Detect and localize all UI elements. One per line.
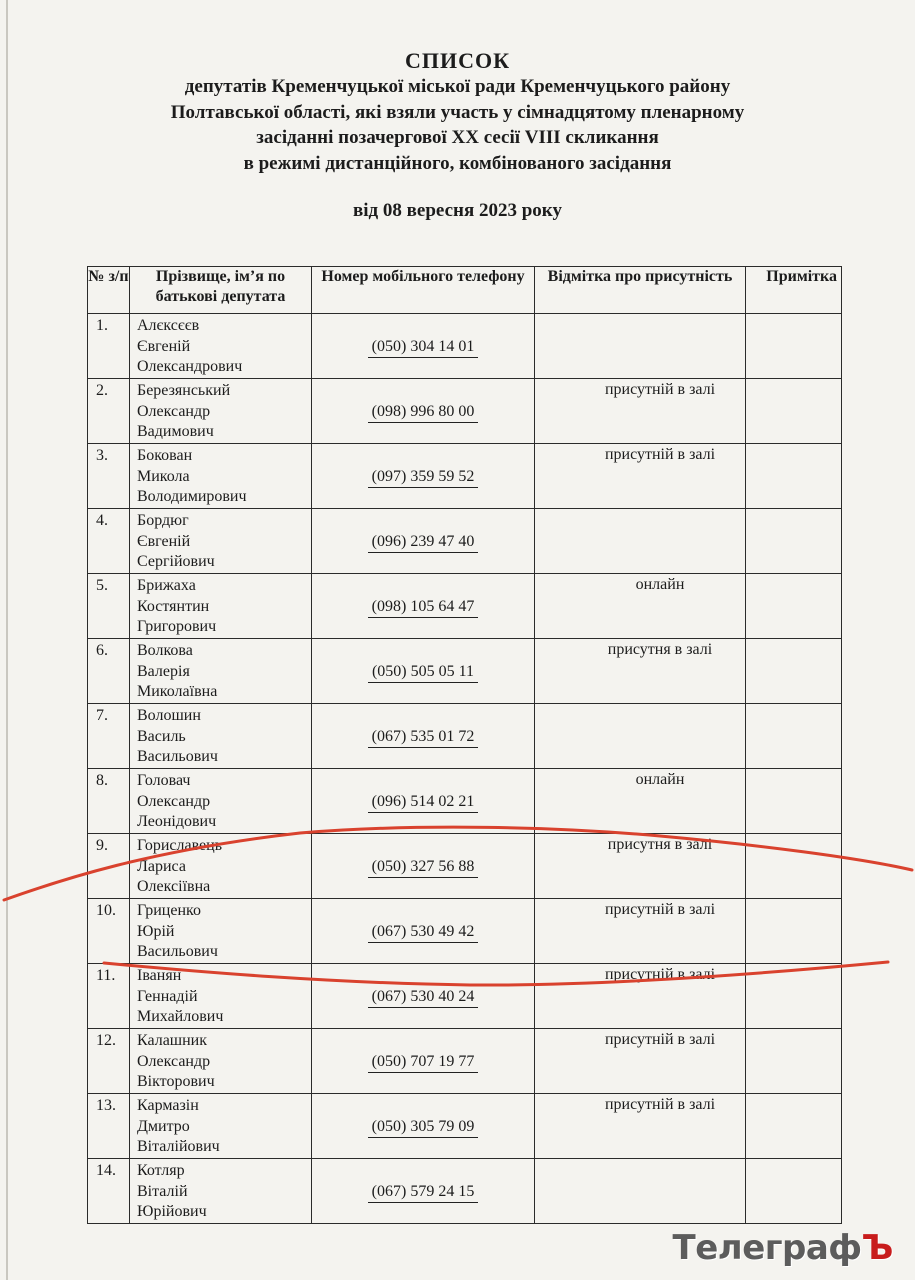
note-cell: [746, 444, 842, 509]
deputy-first-name: Юрій: [137, 922, 175, 940]
deputy-patronymic: Юрійович: [137, 1203, 207, 1220]
attendance-mark: присутній в залі: [604, 381, 716, 398]
attendance-cell: [535, 834, 746, 899]
deputy-surname: Гриценко: [137, 902, 201, 919]
phone-number: (067) 579 24 15: [368, 1183, 479, 1203]
phone-cell: [312, 1159, 535, 1224]
attendance-cell: [535, 769, 746, 834]
phone-number: (050) 305 79 09: [368, 1118, 479, 1138]
phone-cell: [312, 899, 535, 964]
deputy-first-name: Олександр: [137, 792, 211, 810]
table-row: [88, 834, 842, 899]
phone-number: (050) 304 14 01: [368, 338, 479, 358]
note-cell: [746, 639, 842, 704]
phone-cell: [312, 574, 535, 639]
table-body: [88, 314, 842, 1224]
phone-number: (050) 707 19 77: [368, 1053, 479, 1073]
table-row: [88, 704, 842, 769]
attendance-cell: [535, 704, 746, 769]
deputy-surname: Алєксєєв: [137, 317, 200, 334]
table-row: [88, 1159, 842, 1224]
table-row: [88, 1029, 842, 1094]
deputy-patronymic: Олексіївна: [137, 878, 211, 895]
deputy-patronymic: Михайлович: [137, 1008, 224, 1025]
row-number: 8.: [88, 769, 130, 834]
attendance-mark: онлайн: [635, 771, 685, 788]
deputy-name: [130, 379, 312, 444]
note-cell: [746, 379, 842, 444]
attendance-cell: [535, 1159, 746, 1224]
attendance-cell: [535, 574, 746, 639]
phone-cell: [312, 964, 535, 1029]
header-name: Прізвище, ім’я по батькові депутата: [130, 267, 312, 314]
deputy-name: [130, 769, 312, 834]
attendance-mark: присутня в залі: [607, 836, 713, 853]
deputy-surname: Головач: [137, 772, 191, 789]
telegraf-watermark-logo: ТелеграфЪ: [672, 1228, 893, 1268]
deputy-name: [130, 639, 312, 704]
table-row: [88, 314, 842, 379]
attendance-cell: [535, 1094, 746, 1159]
phone-cell: [312, 769, 535, 834]
row-number: 3.: [88, 444, 130, 509]
deputy-first-name: Валерія: [137, 662, 190, 680]
attendance-mark: присутній в залі: [604, 446, 716, 463]
note-cell: [746, 899, 842, 964]
note-cell: [746, 314, 842, 379]
deputy-first-name: Лариса: [137, 857, 186, 875]
deputy-name: [130, 1094, 312, 1159]
deputy-patronymic: Віталійович: [137, 1138, 220, 1155]
attendance-cell: [535, 639, 746, 704]
document-title: СПИСОК: [404, 48, 511, 73]
table-row: [88, 509, 842, 574]
phone-number: (067) 530 40 24: [368, 988, 479, 1008]
deputy-surname: Котляр: [137, 1162, 185, 1179]
attendance-mark: присутній в залі: [604, 1096, 716, 1113]
row-number: 9.: [88, 834, 130, 899]
attendance-cell: [535, 899, 746, 964]
deputy-patronymic: Миколаївна: [137, 683, 218, 700]
deputy-name: [130, 444, 312, 509]
table-header-row: [88, 267, 842, 314]
table-row: [88, 444, 842, 509]
phone-cell: [312, 1094, 535, 1159]
note-cell: [746, 574, 842, 639]
phone-number: (050) 505 05 11: [368, 663, 478, 683]
deputy-first-name: Василь: [137, 727, 186, 745]
attendance-mark: присутній в залі: [604, 966, 716, 983]
phone-number: (067) 530 49 42: [368, 923, 479, 943]
deputy-surname: Кармазін: [137, 1097, 199, 1114]
row-number: 4.: [88, 509, 130, 574]
phone-cell: [312, 509, 535, 574]
attendance-mark: присутня в залі: [607, 641, 713, 658]
phone-number: (096) 239 47 40: [368, 533, 479, 553]
phone-cell: [312, 314, 535, 379]
deputy-name: [130, 314, 312, 379]
deputy-surname: Березянський: [137, 382, 231, 399]
deputy-name: [130, 899, 312, 964]
note-cell: [746, 769, 842, 834]
deputy-first-name: Олександр: [137, 1052, 211, 1070]
table-row: [88, 964, 842, 1029]
deputies-table: [87, 266, 842, 1224]
deputy-first-name: Костянтин: [137, 597, 210, 615]
attendance-mark: присутній в залі: [604, 901, 716, 918]
attendance-cell: [535, 509, 746, 574]
deputy-name: [130, 509, 312, 574]
note-cell: [746, 1094, 842, 1159]
phone-cell: [312, 834, 535, 899]
deputy-first-name: Олександр: [137, 402, 211, 420]
row-number: 7.: [88, 704, 130, 769]
row-number: 13.: [88, 1094, 130, 1159]
deputy-surname: Іванян: [137, 967, 182, 984]
phone-cell: [312, 704, 535, 769]
phone-number: (097) 359 59 52: [368, 468, 479, 488]
phone-number: (096) 514 02 21: [368, 793, 479, 813]
deputy-first-name: Віталій: [137, 1182, 188, 1200]
row-number: 11.: [88, 964, 130, 1029]
table-row: [88, 769, 842, 834]
deputy-patronymic: Олександрович: [137, 358, 243, 375]
attendance-cell: [535, 314, 746, 379]
phone-cell: [312, 639, 535, 704]
deputy-surname: Бокован: [137, 447, 193, 464]
table-row: [88, 899, 842, 964]
deputy-first-name: Микола: [137, 467, 190, 485]
header-phone: Номер мобільного телефону: [312, 267, 535, 314]
phone-cell: [312, 444, 535, 509]
phone-cell: [312, 1029, 535, 1094]
deputy-name: [130, 704, 312, 769]
row-number: 6.: [88, 639, 130, 704]
header-line-4: в режимі дистанційного, комбінованого засідання: [243, 152, 672, 174]
table-row: [88, 639, 842, 704]
attendance-mark: онлайн: [635, 576, 685, 593]
phone-number: (067) 535 01 72: [368, 728, 479, 748]
deputy-first-name: Євгеній: [137, 532, 191, 550]
deputy-surname: Волкова: [137, 642, 193, 659]
table-row: [88, 1094, 842, 1159]
deputy-surname: Бордюг: [137, 512, 189, 529]
deputy-surname: Брижаха: [137, 577, 196, 594]
phone-number: (098) 996 80 00: [368, 403, 479, 423]
attendance-cell: [535, 1029, 746, 1094]
deputy-first-name: Євгеній: [137, 337, 191, 355]
attendance-cell: [535, 964, 746, 1029]
deputy-first-name: Дмитро: [137, 1117, 190, 1135]
header-line-3: засіданні позачергової ХХ сесії VIII скликання: [256, 127, 659, 148]
row-number: 12.: [88, 1029, 130, 1094]
note-cell: [746, 1159, 842, 1224]
note-cell: [746, 834, 842, 899]
deputy-first-name: Геннадій: [137, 987, 198, 1005]
row-number: 14.: [88, 1159, 130, 1224]
phone-number: (098) 105 64 47: [368, 598, 479, 618]
header-line-1: депутатів Кременчуцької міської ради Кременчуцького району: [184, 76, 731, 97]
deputy-patronymic: Васильович: [137, 748, 218, 765]
deputy-patronymic: Володимирович: [137, 488, 247, 505]
table-row: [88, 574, 842, 639]
row-number: 10.: [88, 899, 130, 964]
deputy-name: [130, 574, 312, 639]
deputy-name: [130, 964, 312, 1029]
attendance-cell: [535, 444, 746, 509]
deputy-patronymic: Леонідович: [137, 813, 217, 830]
deputy-surname: Гориславець: [137, 837, 223, 854]
note-cell: [746, 1029, 842, 1094]
deputy-patronymic: Григорович: [137, 618, 217, 635]
phone-number: (050) 327 56 88: [368, 858, 479, 878]
deputy-patronymic: Васильович: [137, 943, 218, 960]
deputy-surname: Калашник: [137, 1032, 208, 1049]
deputy-name: [130, 1029, 312, 1094]
row-number: 1.: [88, 314, 130, 379]
header-number: № з/п: [88, 267, 130, 314]
note-cell: [746, 704, 842, 769]
deputy-patronymic: Сергійович: [137, 553, 215, 570]
deputy-patronymic: Вікторович: [137, 1073, 215, 1090]
phone-cell: [312, 379, 535, 444]
attendance-cell: [535, 379, 746, 444]
row-number: 2.: [88, 379, 130, 444]
note-cell: [746, 964, 842, 1029]
table-row: [88, 379, 842, 444]
note-cell: [746, 509, 842, 574]
deputy-name: [130, 834, 312, 899]
deputy-surname: Волошин: [137, 707, 201, 724]
document-date: від 08 вересня 2023 року: [353, 200, 562, 221]
row-number: 5.: [88, 574, 130, 639]
deputy-patronymic: Вадимович: [137, 423, 214, 440]
header-line-2: Полтавської області, які взяли участь у сімнадцятому пленарному: [170, 101, 745, 123]
header-attendance: Відмітка про присутність: [535, 267, 746, 314]
attendance-mark: присутній в залі: [604, 1031, 716, 1048]
document-header: [0, 48, 915, 222]
header-note: Примітка: [746, 267, 842, 314]
deputy-name: [130, 1159, 312, 1224]
